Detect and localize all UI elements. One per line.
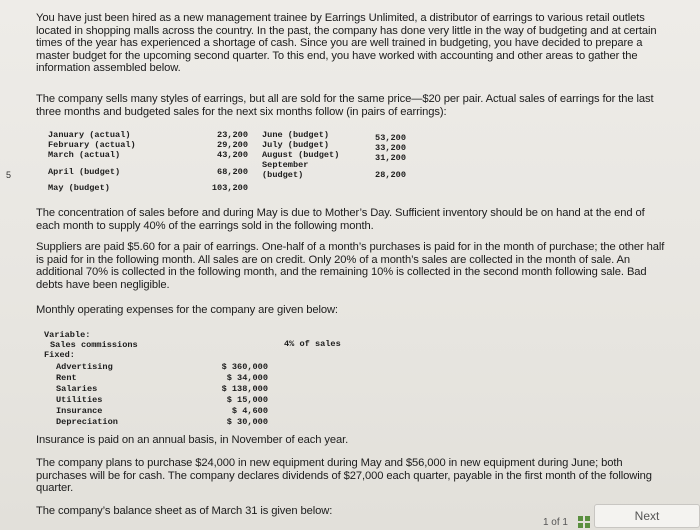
intro-paragraph: You have just been hired as a new management trainee by Earrings Unlimited, a distributor of earrings to various retail outlets located in shopping malls across the country. In the past, the company has done very little in the way of budgeting and at certain times of the year has experienced a shortage of cash. Since you are well trained in budgeting, you have decided to prepare a master budget for the upcoming second quarter. To this end, you have worked with accounting and other areas to gather the information assembled below. (36, 12, 657, 75)
expense-label: Depreciation (56, 417, 118, 427)
sales-label-september-budget: (budget) (262, 170, 304, 180)
suppliers-paragraph: Suppliers are paid $5.60 for a pair of earrings. One-half of a month’s purchases is paid for in the month of purchase; the other half is paid for in the following month. All sales are on credit. Only 20% of a month’s sales are collected in the month of sale. An additional 70% is collected in the following month, and the remaining 10% is collected in the second month following sale. Bad debts have been negligible. (36, 241, 665, 291)
sales-value-september: 28,200 (375, 170, 406, 180)
page-indicator (543, 516, 590, 528)
expense-value: $ 30,000 (226, 417, 268, 427)
equipment-paragraph: The company plans to purchase $24,000 in new equipment during May and $56,000 in new equipment during June; both purchases will be for cash. The company declares dividends of $27,000 each quarter, payable in the first month of the following quarter. (36, 457, 652, 495)
opex-intro: Monthly operating expenses for the company are given below: (36, 304, 338, 316)
expense-value: $ 4,600 (231, 406, 268, 416)
sales-label-august: August (budget) (262, 150, 340, 160)
sales-value-july: 33,200 (375, 143, 406, 153)
expense-label: Insurance (56, 406, 103, 416)
sales-intro-paragraph: The company sells many styles of earrings, but all are sold for the same price—$20 per pair. Actual sales of earrings for the last three months and budgeted sales for the next six months follow (in pairs of earrings): (36, 93, 654, 118)
expense-value: $ 360,000 (221, 362, 268, 372)
sales-value-january: 23,200 (217, 130, 248, 140)
sales-label-march: March (actual) (48, 150, 121, 160)
variable-label: Variable: (44, 330, 91, 340)
grid-icon[interactable] (578, 516, 590, 528)
concentration-paragraph: The concentration of sales before and during May is due to Mother’s Day. Sufficient inventory should be on hand at the end of each month to supply 40% of the earrings sold in the following month. (36, 207, 645, 232)
expense-label: Rent (56, 373, 77, 383)
expense-value: $ 34,000 (226, 373, 268, 383)
next-button[interactable]: Next (594, 504, 700, 528)
expense-label: Salaries (56, 384, 98, 394)
expense-value: $ 15,000 (226, 395, 268, 405)
insurance-paragraph: Insurance is paid on an annual basis, in November of each year. (36, 434, 349, 446)
sales-label-may: May (budget) (48, 183, 110, 193)
sales-label-february: February (actual) (48, 140, 136, 150)
sales-label-july: July (budget) (262, 140, 330, 150)
commissions-label: Sales commissions (50, 340, 138, 350)
sales-value-february: 29,200 (217, 140, 248, 150)
sales-value-august: 31,200 (375, 153, 406, 163)
sales-label-april: April (budget) (48, 167, 121, 177)
margin-number: 5 (6, 170, 12, 180)
sales-label-june: June (budget) (262, 130, 330, 140)
sales-label-september: September (262, 160, 309, 170)
expense-label: Advertising (56, 362, 113, 372)
sales-value-april: 68,200 (217, 167, 248, 177)
page-count: 1 of 1 (542, 516, 568, 528)
sales-value-march: 43,200 (217, 150, 248, 160)
fixed-label: Fixed: (44, 350, 75, 360)
balance-sheet-intro: The company’s balance sheet as of March 31 is given below: (36, 505, 333, 517)
sales-value-june: 53,200 (375, 133, 406, 143)
commissions-value: 4% of sales (284, 339, 341, 349)
sales-value-may: 103,200 (211, 183, 248, 193)
expense-label: Utilities (56, 395, 103, 405)
expense-value: $ 138,000 (221, 384, 268, 394)
sales-label-january: January (actual) (48, 130, 131, 140)
